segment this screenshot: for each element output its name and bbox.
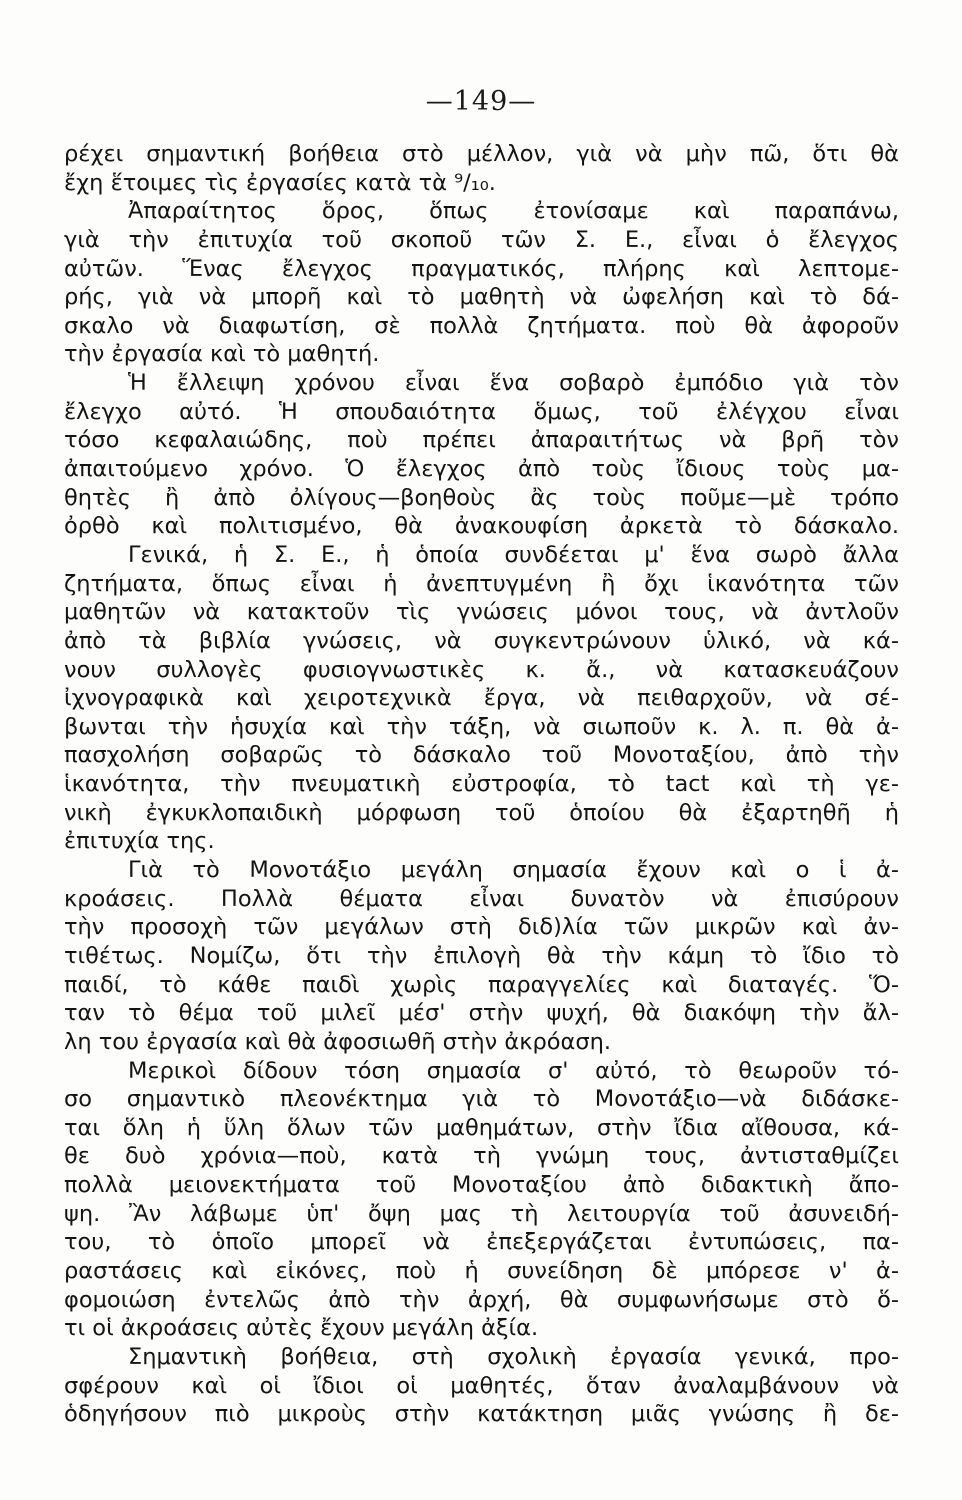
text-line: ἱκανότητα, τὴν πνευματικὴ εὐστροφία, τὸ tact καὶ τὴ γε- [64, 771, 899, 798]
text-line: του, τὸ ὁποῖο μπορεῖ νὰ ἐπεξεργάζεται ἐντυπώσεις, πα- [64, 1229, 899, 1256]
text-line: παιδί, τὸ κάθε παιδὶ χωρὶς παραγγελίες καὶ διαταγές. Ὅ- [64, 971, 899, 998]
text-line: ἀπαιτούμενο χρόνο. Ὁ ἔλεγχος ἀπὸ τοὺς ἴδιους τοὺς μα- [64, 456, 899, 483]
text-line: νικὴ ἐγκυκλοπαιδικὴ μόρφωση τοῦ ὁποίου θὰ ἐξαρτηθῆ ἡ [64, 799, 899, 826]
body-text [64, 140, 899, 1429]
text-line: ἔλεγχο αὐτό. Ἡ σπουδαιότητα ὅμως, τοῦ ἐλέγχου εἶναι [64, 398, 899, 425]
text-line: ραστάσεις καὶ εἰκόνες, ποὺ ἡ συνείδηση δὲ μπόρεσε ν' ἀ- [64, 1257, 899, 1284]
text-line: ρής, γιὰ νὰ μπορῆ καὶ τὸ μαθητὴ νὰ ὠφελήση καὶ τὸ δά- [64, 284, 899, 311]
text-line: βωνται τὴν ἡσυχία καὶ τὴν τάξη, νὰ σιωποῦν κ. λ. π. θὰ ἀ- [64, 713, 899, 740]
text-line: γιὰ τὴν ἐπιτυχία τοῦ σκοποῦ τῶν Σ. Ε., εἶναι ὁ ἔλεγχος [64, 226, 899, 253]
text-line: τὴν ἐργασία καὶ τὸ μαθητή. [64, 341, 380, 368]
text-line: Ἡ ἔλλειψη χρόνου εἶναι ἕνα σοβαρὸ ἐμπόδιο γιὰ τὸν [128, 370, 899, 397]
text-line: σφέρουν καὶ οἱ ἴδιοι οἱ μαθητές, ὅταν ἀναλαμβάνουν νὰ [64, 1372, 899, 1399]
text-line: ται ὅλη ἡ ὕλη ὅλων τῶν μαθημάτων, στὴν ἴδια αἴθουσα, κά- [64, 1114, 899, 1141]
text-line: αὐτῶν. Ἕνας ἔλεγχος πραγματικός, πλήρης καὶ λεπτομε- [64, 255, 899, 282]
text-line: φομοιώση ἐντελῶς ἀπὸ τὴν ἀρχή, θὰ συμφωνήσωμε στὸ ὅ- [64, 1286, 899, 1313]
text-line: μαθητῶν νὰ κατακτοῦν τὶς γνώσεις μόνοι τους, νὰ ἀντλοῦν [64, 599, 899, 626]
text-line: ζητήματα, ὅπως εἶναι ἡ ἀνεπτυγμένη ἢ ὄχι ἱκανότητα τῶν [64, 570, 899, 597]
text-line: ἐπιτυχία της. [64, 828, 215, 855]
text-line: Σημαντικὴ βοήθεια, στὴ σχολικὴ ἐργασία γενικά, προ- [128, 1343, 899, 1370]
text-line: τόσο κεφαλαιώδης, ποὺ πρέπει ἀπαραιτήτως νὰ βρῆ τὸν [64, 427, 899, 454]
text-line: Γενικά, ἡ Σ. Ε., ἡ ὁποία συνδέεται μ' ἕνα σωρὸ ἄλλα [128, 541, 899, 568]
text-line: σο σημαντικὸ πλεονέκτημα γιὰ τὸ Μονοτάξιο—νὰ διδάσκε- [64, 1086, 899, 1113]
text-line: κροάσεις. Πολλὰ θέματα εἶναι δυνατὸν νὰ ἐπισύρουν [64, 885, 899, 912]
text-line: πολλὰ μειονεκτήματα τοῦ Μονοταξίου ἀπὸ διδακτικὴ ἄπο- [64, 1172, 899, 1199]
text-line: τιθέτως. Νομίζω, ὅτι τὴν ἐπιλογὴ θὰ τὴν κάμη τὸ ἴδιο τὸ [64, 942, 899, 969]
text-line: θε δυὸ χρόνια—ποὺ, κατὰ τὴ γνώμη τους, ἀντισταθμίζει [64, 1143, 899, 1170]
page-number: —149— [425, 86, 537, 117]
text-line: ὁδηγήσουν πιὸ μικροὺς στὴν κατάκτηση μιᾶς γνώσης ἢ δε- [64, 1401, 899, 1428]
text-line: ὀρθὸ καὶ πολιτισμένο, θὰ ἀνακουφίση ἀρκετὰ τὸ δάσκαλο. [64, 513, 899, 540]
text-line: ταν τὸ θέμα τοῦ μιλεῖ μέσ' στὴν ψυχή, θὰ διακόψη τὴν ἄλ- [64, 1000, 899, 1027]
text-line: ἔχη ἕτοιμες τὶς ἐργασίες κατὰ τὰ ⁹/₁₀. [64, 169, 496, 196]
text-line: τὴν προσοχὴ τῶν μεγάλων στὴ διδ)λία τῶν μικρῶν καὶ ἀν- [64, 914, 899, 941]
text-line: λη του ἐργασία καὶ θὰ ἀφοσιωθῆ στὴν ἀκρόαση. [64, 1028, 612, 1055]
text-line: Γιὰ τὸ Μονοτάξιο μεγάλη σημασία ἔχουν καὶ ο ἱ ἀ- [128, 857, 899, 884]
text-line: νουν συλλογὲς φυσιογνωστικὲς κ. ἄ., νὰ κατασκευάζουν [64, 656, 899, 683]
text-line: πασχολήση σοβαρῶς τὸ δάσκαλο τοῦ Μονοταξίου, ἀπὸ τὴν [64, 742, 899, 769]
text-line: Ἀπαραίτητος ὅρος, ὅπως ἐτονίσαμε καὶ παραπάνω, [128, 198, 899, 225]
text-line: Μερικοὶ δίδουν τόση σημασία σ' αὐτό, τὸ θεωροῦν τό- [128, 1057, 899, 1084]
text-line: θητὲς ἢ ἀπὸ ὀλίγους—βοηθοὺς ἂς τοὺς ποῦμε—μὲ τρόπο [64, 484, 899, 511]
text-line: ἀπὸ τὰ βιβλία γνώσεις, νὰ συγκεντρώνουν ὑλικό, νὰ κά- [64, 627, 899, 654]
text-line: ψη. Ἂν λάβωμε ὑπ' ὄψη μας τὴ λειτουργία τοῦ ἀσυνειδή- [64, 1200, 899, 1227]
text-line: ρέχει σημαντική βοήθεια στὸ μέλλον, γιὰ νὰ μὴν πῶ, ὅτι θὰ [64, 141, 899, 167]
text-line: τι οἱ ἀκροάσεις αὐτὲς ἔχουν μεγάλη ἀξία. [64, 1315, 539, 1342]
text-line: ἰχνογραφικὰ καὶ χειροτεχνικὰ ἔργα, νὰ πειθαρχοῦν, νὰ σέ- [64, 685, 899, 712]
text-line: σκαλο νὰ διαφωτίση, σὲ πολλὰ ζητήματα. ποὺ θὰ ἀφοροῦν [64, 312, 899, 339]
